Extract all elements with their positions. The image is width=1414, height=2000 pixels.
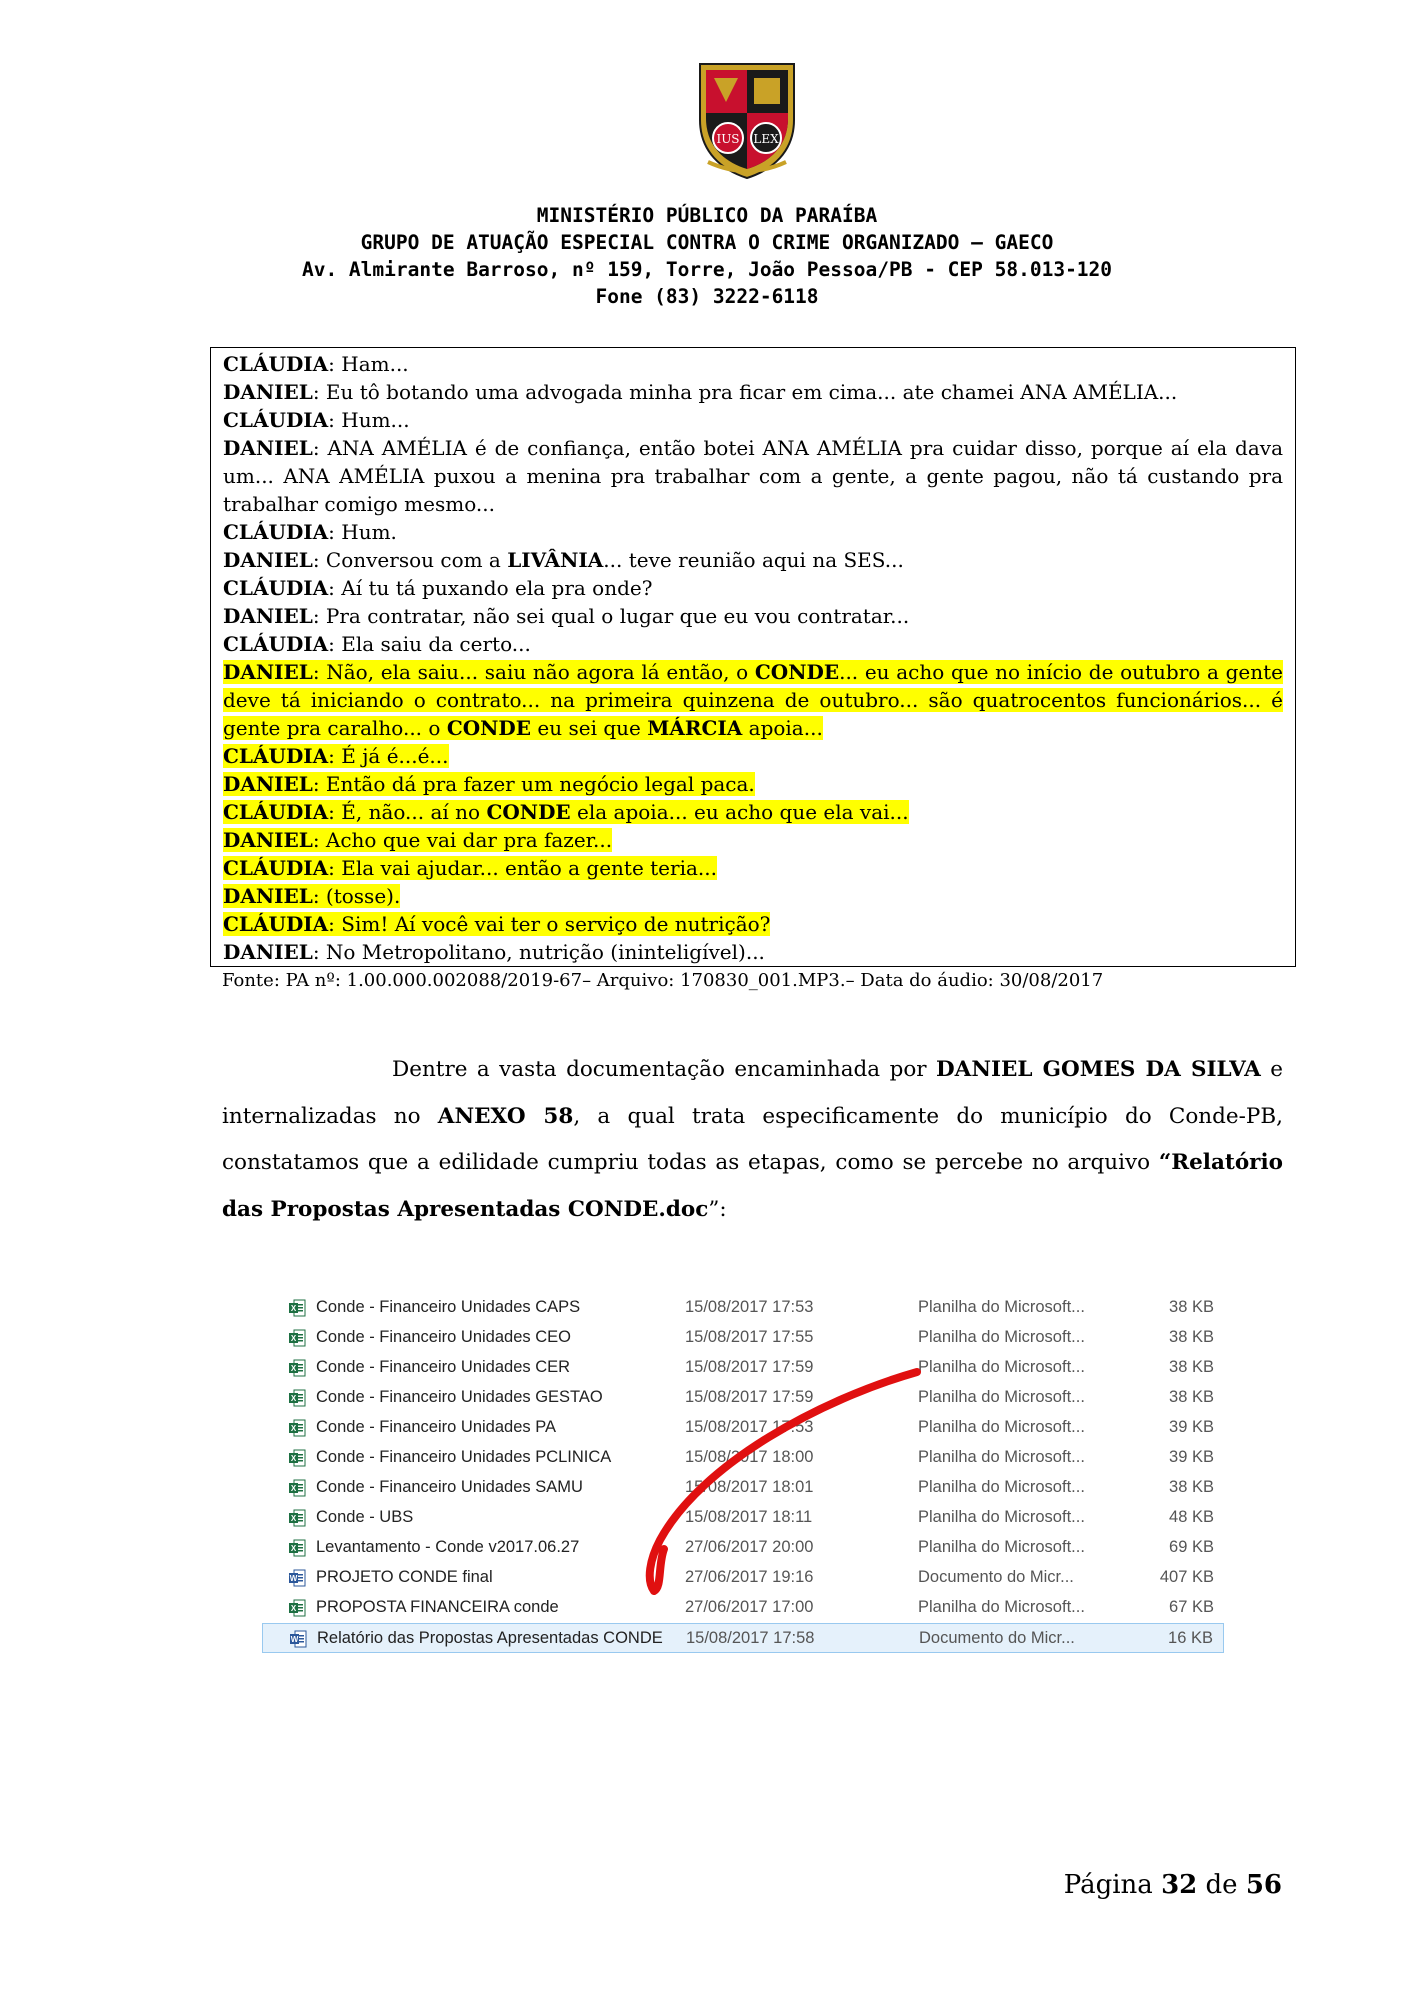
file-name: Conde - UBS [316,1508,414,1526]
file-size: 48 KB [1169,1508,1214,1526]
highlighted-text [223,660,1283,740]
file-row[interactable] [262,1413,1224,1443]
file-name: Relatório das Propostas Apresentadas CONDE [317,1629,663,1647]
line-text [223,436,1283,516]
bold-text: DANIEL [223,940,313,964]
svg-text:X: X [290,1304,297,1313]
highlighted-text [223,884,400,908]
bold-text: CLÁUDIA [223,352,329,376]
text-segment: , a qual trata especificamente do município do Conde-PB, constatamos que a edilidade cumpriu todas as etapas, como se percebe no arquivo [222,1103,1283,1175]
text-segment: : Não, ela saiu... saiu não agora lá então, o [312,660,755,684]
text-segment: : Sim! Aí você vai ter o serviço de nutrição? [328,912,771,936]
file-size: 67 KB [1169,1598,1214,1616]
bold-text: DANIEL GOMES DA SILVA [936,1057,1261,1082]
file-type: Planilha do Microsoft... [918,1508,1085,1526]
line-text [223,408,410,432]
excel-icon [289,1359,306,1377]
text-segment: : (tosse). [312,884,401,908]
excel-icon [289,1419,306,1437]
line-text [223,576,652,600]
file-type: Planilha do Microsoft... [918,1358,1085,1376]
word-icon [290,1630,307,1648]
highlighted-text [223,800,909,824]
transcript-line [223,798,1283,826]
svg-text:X: X [290,1604,297,1613]
ministerio-publico-crest-logo [692,58,802,182]
document-header [0,202,1414,310]
svg-text:X: X [290,1334,297,1343]
text-segment: apoia... [742,716,823,740]
file-size: 407 KB [1159,1568,1214,1586]
highlighted-text [223,772,755,796]
transcript-line [223,630,1283,658]
transcript-line [223,406,1283,434]
text-segment: ... teve reunião aqui na SES... [603,548,904,572]
file-name: Conde - Financeiro Unidades GESTAO [316,1388,603,1406]
excel-icon [289,1539,306,1557]
page-of: de [1205,1870,1238,1900]
text-segment: : Aí tu tá puxando ela pra onde? [328,576,653,600]
file-date: 15/08/2017 17:55 [685,1328,814,1346]
bold-text: CONDE [754,660,840,684]
bold-text: CONDE [446,716,532,740]
logo-text-right: LEX [753,132,779,146]
file-size: 69 KB [1169,1538,1214,1556]
file-explorer-list [262,1287,1224,1645]
file-name: Conde - Financeiro Unidades PCLINICA [316,1448,612,1466]
file-name: Conde - Financeiro Unidades PA [316,1418,556,1436]
file-type: Planilha do Microsoft... [918,1418,1085,1436]
excel-icon [289,1509,306,1527]
transcript-line [223,938,1283,966]
file-date: 27/06/2017 19:16 [685,1568,814,1586]
text-segment: Dentre a vasta documentação encaminhada por [392,1057,936,1082]
bold-text: DANIEL [223,660,313,684]
highlighted-text [223,828,612,852]
file-name: Conde - Financeiro Unidades CEO [316,1328,571,1346]
transcript-line [223,546,1283,574]
body-paragraph [222,1047,1283,1233]
header-address: Av. Almirante Barroso, nº 159, Torre, João Pessoa/PB - CEP 58.013-120 [301,258,1113,281]
page-total: 56 [1245,1870,1282,1900]
line-text [223,520,397,544]
transcript-line [223,574,1283,602]
file-row[interactable] [262,1353,1224,1383]
file-size: 38 KB [1169,1358,1214,1376]
bold-text: “Relatório das Propostas Apresentadas CONDE.doc [222,1150,1283,1222]
file-date: 15/08/2017 18:11 [685,1508,813,1526]
text-segment: ... eu acho que no início de outubro a gente deve tá iniciando o contrato... na primeira quinzena de outubro... são quatrocentos funcionários... é gente pra caralho... o [223,660,1284,740]
text-segment: : Ela vai ajudar... então a gente teria... [328,856,717,880]
transcript-line [223,910,1283,938]
bold-text: DANIEL [223,548,313,572]
highlighted-text [223,856,717,880]
header-group: GRUPO DE ATUAÇÃO ESPECIAL CONTRA O CRIME ORGANIZADO – GAECO [360,231,1054,254]
bold-text: CLÁUDIA [223,520,329,544]
line-text [223,632,531,656]
bold-text: CONDE [486,800,571,824]
svg-text:X: X [290,1544,297,1553]
svg-text:X: X [290,1364,297,1373]
bold-text: CLÁUDIA [223,912,329,936]
file-row[interactable] [262,1563,1224,1593]
page-label: Página [1063,1870,1153,1900]
file-date: 27/06/2017 20:00 [685,1538,814,1556]
transcript-line [223,854,1283,882]
line-text [223,548,904,572]
file-type: Planilha do Microsoft... [918,1598,1085,1616]
bold-text: MÁRCIA [647,716,743,740]
file-row[interactable] [262,1473,1224,1503]
text-segment: : Acho que vai dar pra fazer... [312,828,613,852]
file-size: 38 KB [1169,1388,1214,1406]
text-segment: : É já é...é... [328,744,449,768]
text-segment: : Pra contratar, não sei qual o lugar que eu vou contratar... [312,604,910,628]
header-institution: MINISTÉRIO PÚBLICO DA PARAÍBA [536,204,878,227]
excel-icon [289,1479,306,1497]
file-date: 15/08/2017 18:00 [685,1448,814,1466]
file-size: 39 KB [1169,1448,1214,1466]
excel-icon [289,1299,306,1317]
file-size: 38 KB [1169,1478,1214,1496]
svg-text:X: X [290,1484,297,1493]
bold-text: CLÁUDIA [223,576,329,600]
source-note: Fonte: PA nº: 1.00.000.002088/2019-67– Arquivo: 170830_001.MP3.– Data do áudio: 30/08/2017 [222,970,1104,991]
text-segment: ”: [708,1196,727,1222]
file-type: Documento do Micr... [919,1629,1075,1647]
transcript-line [223,602,1283,630]
file-size: 38 KB [1169,1328,1214,1346]
bold-text: LIVÂNIA [507,548,604,572]
page-number [1064,1870,1282,1900]
bold-text: CLÁUDIA [223,408,329,432]
file-date: 15/08/2017 17:59 [685,1358,814,1376]
line-text [223,380,1177,404]
file-type: Planilha do Microsoft... [918,1448,1085,1466]
transcript-line [223,658,1283,742]
text-segment: : Hum... [328,408,410,432]
file-name: Conde - Financeiro Unidades CAPS [316,1298,581,1316]
line-text [223,604,909,628]
excel-icon [289,1449,306,1467]
text-segment: : Então dá pra fazer um negócio legal paca. [312,772,755,796]
text-segment: : Eu tô botando uma advogada minha pra ficar em cima... ate chamei ANA AMÉLIA... [312,380,1178,404]
file-type: Planilha do Microsoft... [918,1298,1085,1316]
excel-icon [289,1599,306,1617]
file-row[interactable] [262,1443,1224,1473]
file-row[interactable] [262,1323,1224,1353]
file-name: PROPOSTA FINANCEIRA conde [316,1598,559,1616]
file-date: 15/08/2017 17:53 [685,1418,814,1436]
line-text [223,352,409,376]
excel-icon [289,1389,306,1407]
svg-text:X: X [290,1514,297,1523]
file-row[interactable] [262,1593,1224,1623]
file-name: Conde - Financeiro Unidades CER [316,1358,571,1376]
text-segment: : É, não... aí no [328,800,487,824]
file-type: Planilha do Microsoft... [918,1478,1085,1496]
bold-text: DANIEL [223,380,313,404]
file-name: PROJETO CONDE final [316,1568,493,1586]
bold-text: CLÁUDIA [223,632,329,656]
file-type: Planilha do Microsoft... [918,1328,1085,1346]
file-row[interactable] [262,1533,1224,1563]
text-segment: eu sei que [531,716,648,740]
bold-text: DANIEL [223,772,313,796]
text-segment: : Conversou com a [312,548,508,572]
transcript-line [223,770,1283,798]
bold-text: DANIEL [223,828,313,852]
excel-icon [289,1329,306,1347]
text-segment: : Hum. [328,520,397,544]
transcript-line [223,378,1283,406]
file-row[interactable] [262,1623,1224,1653]
svg-text:X: X [290,1394,297,1403]
bold-text: DANIEL [223,604,313,628]
bold-text: DANIEL [223,884,313,908]
file-type: Planilha do Microsoft... [918,1388,1085,1406]
svg-text:W: W [289,1574,298,1583]
svg-text:W: W [290,1635,299,1644]
text-segment: ela apoia... eu acho que ela vai... [570,800,909,824]
text-segment: : ANA AMÉLIA é de confiança, então botei ANA AMÉLIA pra cuidar disso, porque aí ela dava um... ANA AMÉLIA puxou a menina pra trabalhar com a gente, a gente pagou, não tá custando pra trabalhar comigo mesmo... [223,436,1283,516]
transcript-box [210,347,1296,967]
text-segment: : Ham... [328,352,409,376]
file-size: 38 KB [1169,1298,1214,1316]
file-row[interactable] [262,1383,1224,1413]
highlighted-text [223,912,770,936]
file-type: Documento do Micr... [918,1568,1074,1586]
file-size: 16 KB [1168,1629,1213,1647]
text-segment: : Ela saiu da certo... [328,632,531,656]
file-row[interactable] [262,1293,1224,1323]
file-date: 27/06/2017 17:00 [685,1598,814,1616]
file-date: 15/08/2017 17:58 [686,1629,815,1647]
file-size: 39 KB [1169,1418,1214,1436]
transcript-line [223,742,1283,770]
text-segment: : No Metropolitano, nutrição (ininteligível)... [312,940,765,964]
line-text [223,940,765,964]
transcript-line [223,350,1283,378]
bold-text: CLÁUDIA [223,800,329,824]
logo-text-left: IUS [716,132,740,146]
bold-text: CLÁUDIA [223,744,329,768]
file-name: Conde - Financeiro Unidades SAMU [316,1478,583,1496]
transcript-line [223,882,1283,910]
word-icon [289,1569,306,1587]
file-date: 15/08/2017 17:59 [685,1388,814,1406]
text-segment: e internalizadas no [222,1057,1283,1129]
file-type: Planilha do Microsoft... [918,1538,1085,1556]
file-name: Levantamento - Conde v2017.06.27 [316,1538,580,1556]
page-current: 32 [1161,1870,1198,1900]
file-row[interactable] [262,1503,1224,1533]
file-date: 15/08/2017 18:01 [685,1478,814,1496]
transcript-line [223,518,1283,546]
transcript-line [223,434,1283,518]
svg-text:X: X [290,1424,297,1433]
svg-text:X: X [290,1454,297,1463]
bold-text: CLÁUDIA [223,856,329,880]
bold-text: ANEXO 58 [437,1103,574,1129]
highlighted-text [223,744,449,768]
transcript-line [223,826,1283,854]
bold-text: DANIEL [223,436,313,460]
file-date: 15/08/2017 17:53 [685,1298,814,1316]
header-phone: Fone (83) 3222-6118 [595,285,819,308]
